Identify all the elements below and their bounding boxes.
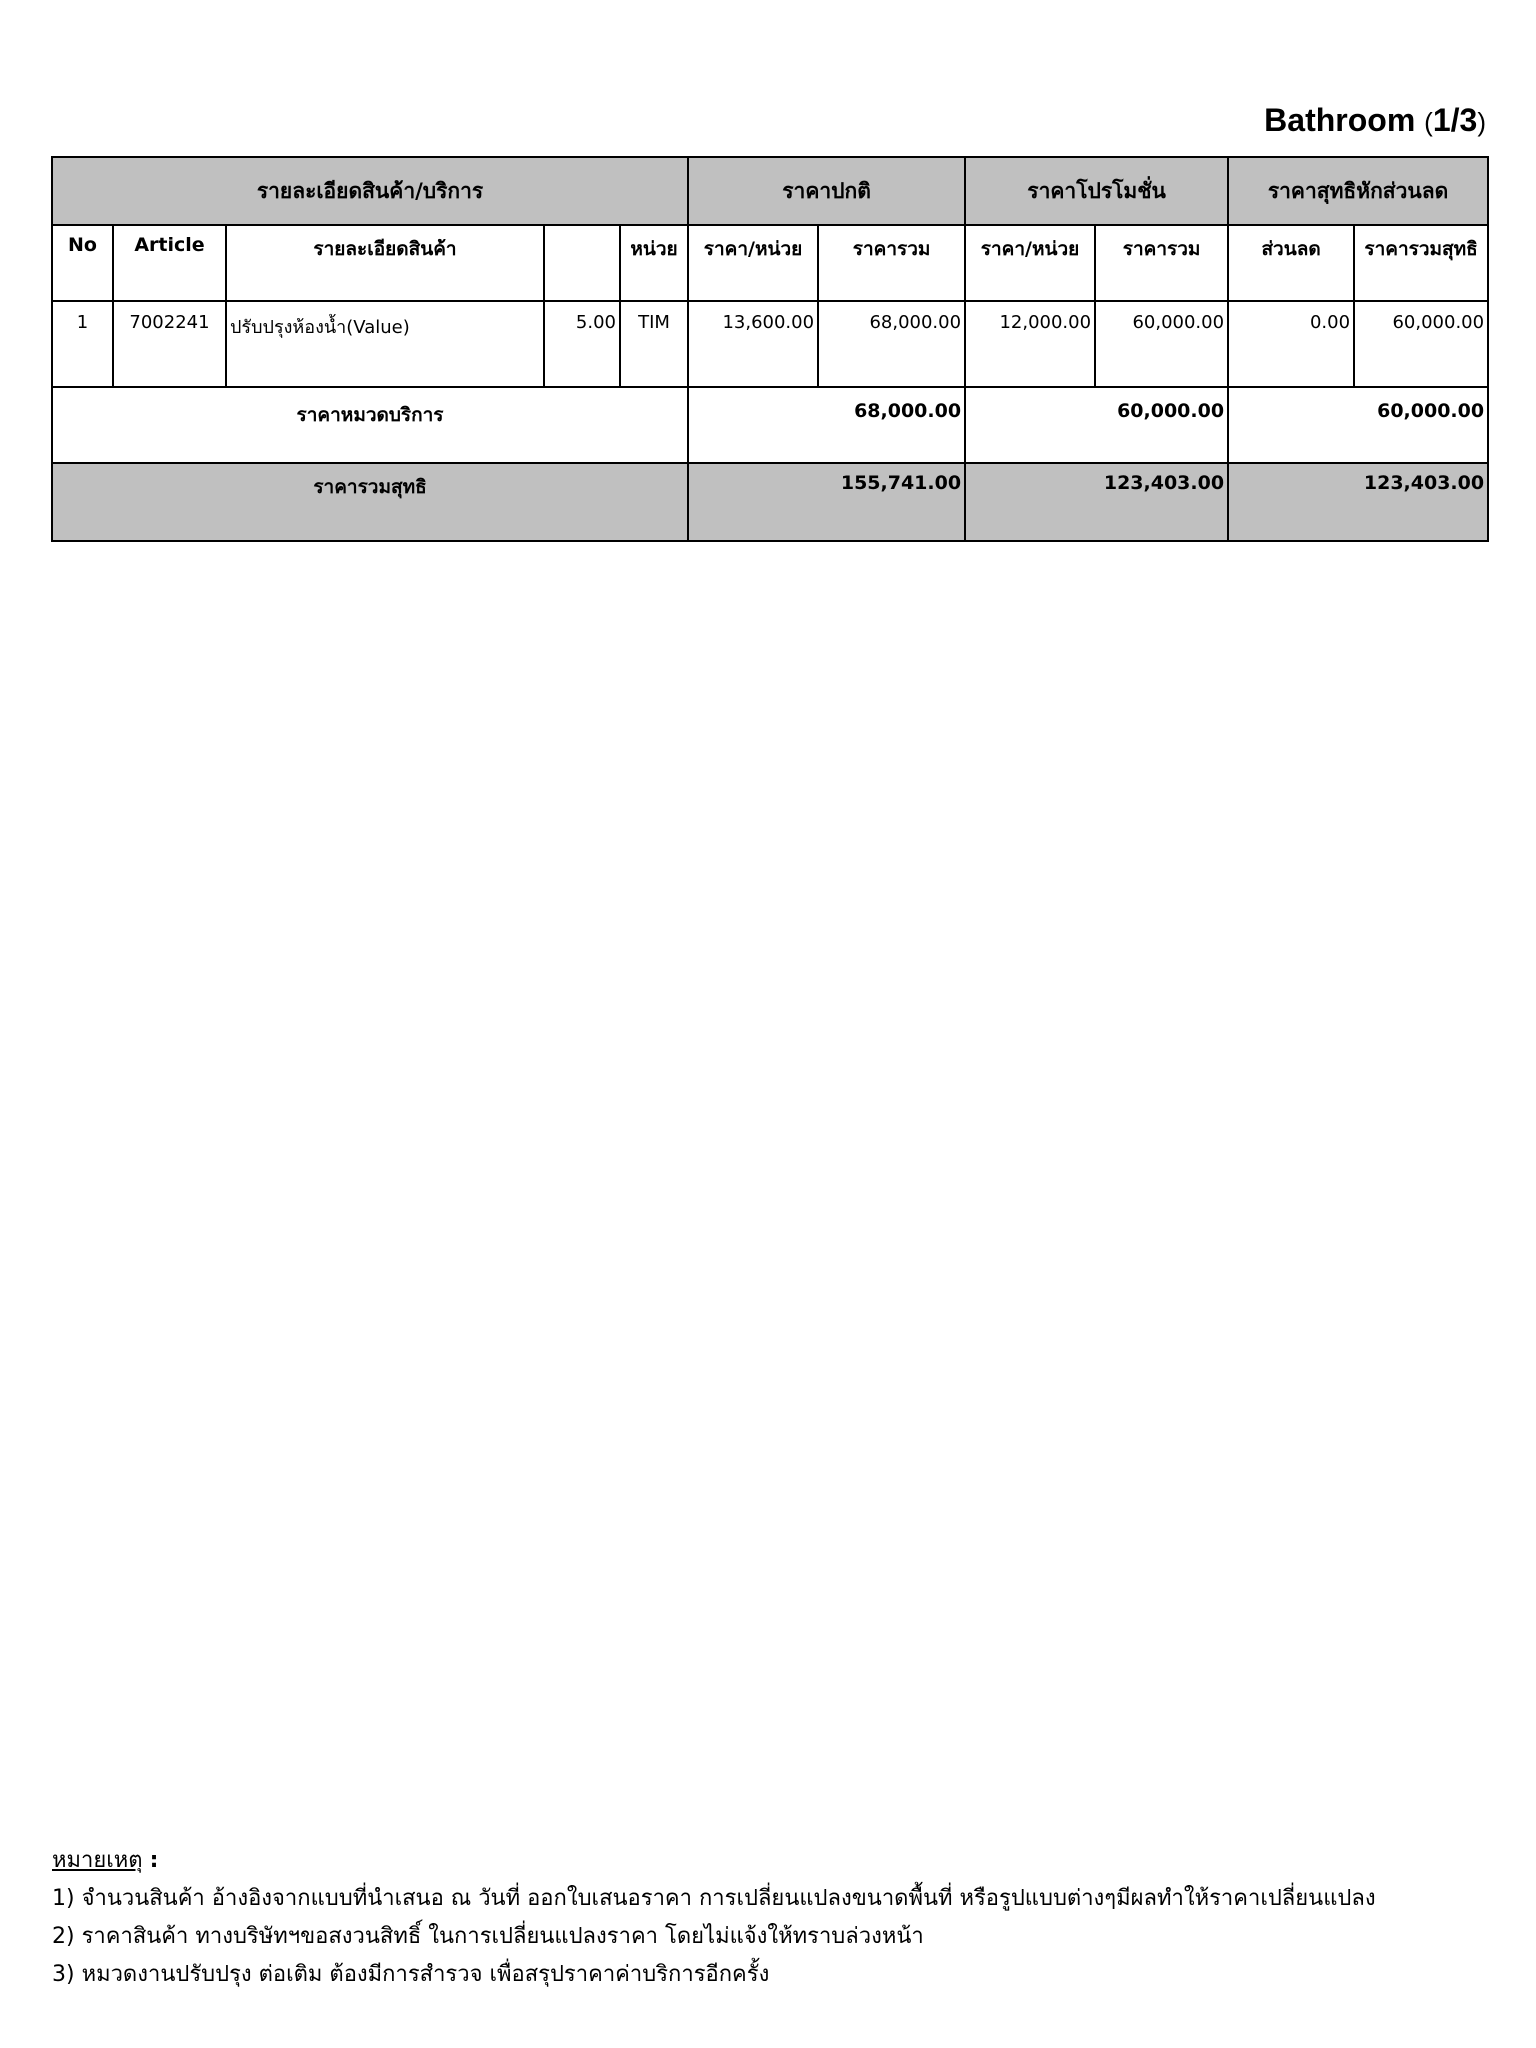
col-qty <box>544 225 620 301</box>
cell-total: 68,000.00 <box>818 301 965 387</box>
subtotal-row <box>52 387 1488 463</box>
table-row <box>52 301 1488 387</box>
group-normal-price: ราคาปกติ <box>688 157 965 225</box>
subtotal-promo: 60,000.00 <box>965 387 1228 463</box>
subtotal-normal: 68,000.00 <box>688 387 965 463</box>
group-header-row <box>52 157 1488 225</box>
col-net-total: ราคารวมสุทธิ <box>1354 225 1488 301</box>
col-unit-price: ราคา/หน่วย <box>688 225 818 301</box>
grand-total-promo: 123,403.00 <box>965 463 1228 541</box>
cell-description: ปรับปรุงห้องน้ำ(Value) <box>226 301 544 387</box>
col-no: No <box>52 225 113 301</box>
group-net-discount: ราคาสุทธิหักส่วนลด <box>1228 157 1488 225</box>
col-unit: หน่วย <box>620 225 688 301</box>
col-description: รายละเอียดสินค้า <box>226 225 544 301</box>
cell-no: 1 <box>52 301 113 387</box>
notes-section <box>52 1842 1492 1994</box>
column-header-row <box>52 225 1488 301</box>
cell-unit-price: 13,600.00 <box>688 301 818 387</box>
group-promo-price: ราคาโปรโมชั่น <box>965 157 1228 225</box>
title-text: Bathroom <box>1264 102 1416 138</box>
col-promo-unit-price: ราคา/หน่วย <box>965 225 1095 301</box>
cell-qty: 5.00 <box>544 301 620 387</box>
page-indicator: 1/3 <box>1432 102 1478 138</box>
col-article: Article <box>113 225 226 301</box>
cell-promo-unit-price: 12,000.00 <box>965 301 1095 387</box>
grand-total-row <box>52 463 1488 541</box>
notes-title: หมายเหตุ <box>52 1848 143 1873</box>
page-open-paren: ( <box>1424 107 1433 137</box>
cell-unit: TIM <box>620 301 688 387</box>
subtotal-label: ราคาหมวดบริการ <box>52 387 688 463</box>
col-promo-total: ราคารวม <box>1095 225 1228 301</box>
grand-total-normal: 155,741.00 <box>688 463 965 541</box>
note-item-2: 2) ราคาสินค้า ทางบริษัทฯขอสงวนสิทธิ์ ในการเปลี่ยนแปลงราคา โดยไม่แจ้งให้ทราบล่วงหน้า <box>52 1924 924 1949</box>
note-item-3: 3) หมวดงานปรับปรุง ต่อเติม ต้องมีการสำรวจ เพื่อสรุปราคาค่าบริการอีกครั้ง <box>52 1962 770 1987</box>
quotation-table <box>51 156 1489 542</box>
notes-colon: : <box>149 1848 159 1873</box>
col-total: ราคารวม <box>818 225 965 301</box>
cell-article: 7002241 <box>113 301 226 387</box>
group-details: รายละเอียดสินค้า/บริการ <box>52 157 688 225</box>
note-item-1: 1) จำนวนสินค้า อ้างอิงจากแบบที่นำเสนอ ณ วันที่ ออกใบเสนอราคา การเปลี่ยนแปลงขนาดพื้นที่ หรือรูปแบบต่างๆมีผลทำให้ราคาเปลี่ยนแปลง <box>52 1886 1376 1911</box>
cell-net-total: 60,000.00 <box>1354 301 1488 387</box>
cell-promo-total: 60,000.00 <box>1095 301 1228 387</box>
page-title <box>1264 102 1486 139</box>
subtotal-net: 60,000.00 <box>1228 387 1488 463</box>
page-close-paren: ) <box>1477 107 1486 137</box>
grand-total-net: 123,403.00 <box>1228 463 1488 541</box>
cell-discount: 0.00 <box>1228 301 1354 387</box>
grand-total-label: ราคารวมสุทธิ <box>52 463 688 541</box>
col-discount: ส่วนลด <box>1228 225 1354 301</box>
notes-heading <box>52 1842 1492 1880</box>
